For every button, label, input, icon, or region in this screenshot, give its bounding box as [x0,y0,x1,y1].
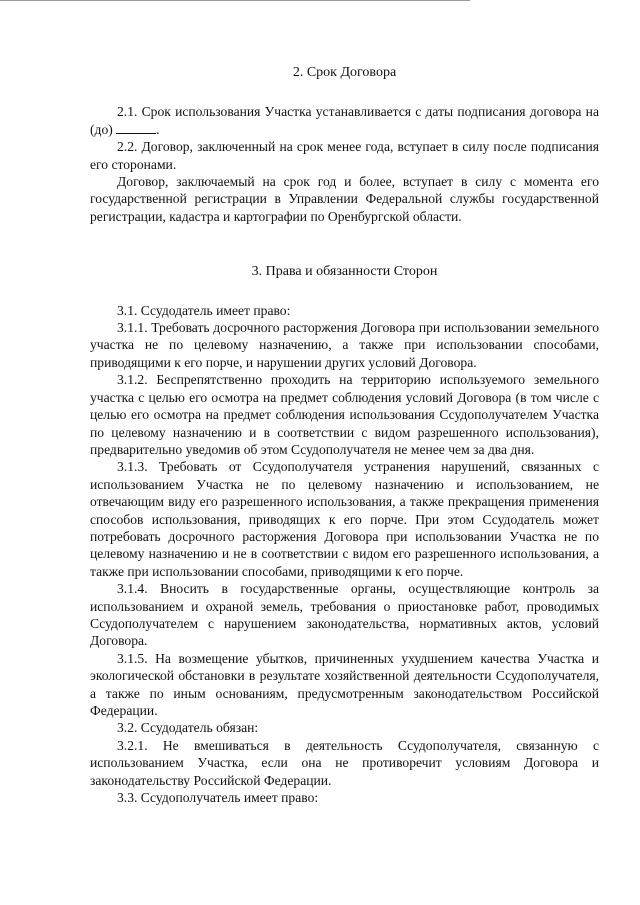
clause-2-2-registration: Договор, заключаемый на срок год и более, вступает в силу с момента его государственной регистрации в Управлении Федеральной службы государственной регистрации, кадастра и картографии по Оренбургской области. [90,174,599,224]
clause-2-2: 2.2. Договор, заключенный на срок менее года, вступает в силу после подписания его сторонами. [90,139,599,172]
section-2-body [90,103,599,225]
clause-2-1-text: 2.1. Срок использования Участка устанавливается с даты подписания договора на (до) [90,104,599,137]
clause-paragraph: 3.2. Ссудодатель обязан: [117,720,259,736]
section-3-heading: 3. Права и обязанности Сторон [251,264,438,280]
clause-paragraph: 3.1.3. Требовать от Ссудополучателя устранения нарушений, связанных с использованием Участка не по целевому назначению и использованием, не отвечающим виду его разрешенного использования, а также прекращения применения способов использования, приводящих к его порче. При этом Ссудодатель может потребовать досрочного расторжения Договора при использовании Участка не по целевому назначению и не в соответствии с видом его разрешенного использования, а также при использовании способами, приводящими к его порче. [90,459,599,579]
section-3-body [90,302,599,807]
document-page [90,0,599,806]
clause-2-1 [90,103,599,138]
clause-2-1-end: . [156,121,160,137]
clause-paragraph: 3.2.1. Не вмешиваться в деятельность Ссудополучателя, связанную с использованием Участка, если она не противоречит условиям Договора и законодательству Российской Федерации. [90,737,599,788]
clause-paragraph: 3.3. Ссудополучатель имеет право: [117,790,319,806]
clause-paragraph: 3.1.2. Беспрепятственно проходить на территорию используемого земельного участка с целью его осмотра на предмет соблюдения условий Договора (в том числе с целью его осмотра на предмет соблюдения использования Ссудополучателем Участка по целевому назначению и в соответствии с видом разрешенного использования), предварительно уведомив об этом Ссудополучателя не менее чем за два дня. [90,372,599,457]
clause-paragraph: 3.1.5. На возмещение убытков, причиненных ухудшением качества Участка и экологической обстановки в результате хозяйственной деятельности Ссудополучателя, а также по иным основаниям, предусмотренным законодательством Российской Федерации. [90,650,599,718]
clause-paragraph: 3.1.1. Требовать досрочного расторжения Договора при использовании земельного участка не по целевому назначению, а также при использовании способами, приводящими к его порче, и нарушении других условий Договора. [90,320,599,370]
clause-paragraph: 3.1.4. Вносить в государственные органы, осуществляющие контроль за использованием и охраной земель, требования о приостановке работ, проводимых Ссудополучателем с нарушением законодательства, нормативных актов, условий Договора. [90,581,599,649]
date-blank-line [116,121,156,134]
section-2-heading: 2. Срок Договора [292,65,397,80]
clause-paragraph: 3.1. Ссудодатель имеет право: [117,302,291,318]
